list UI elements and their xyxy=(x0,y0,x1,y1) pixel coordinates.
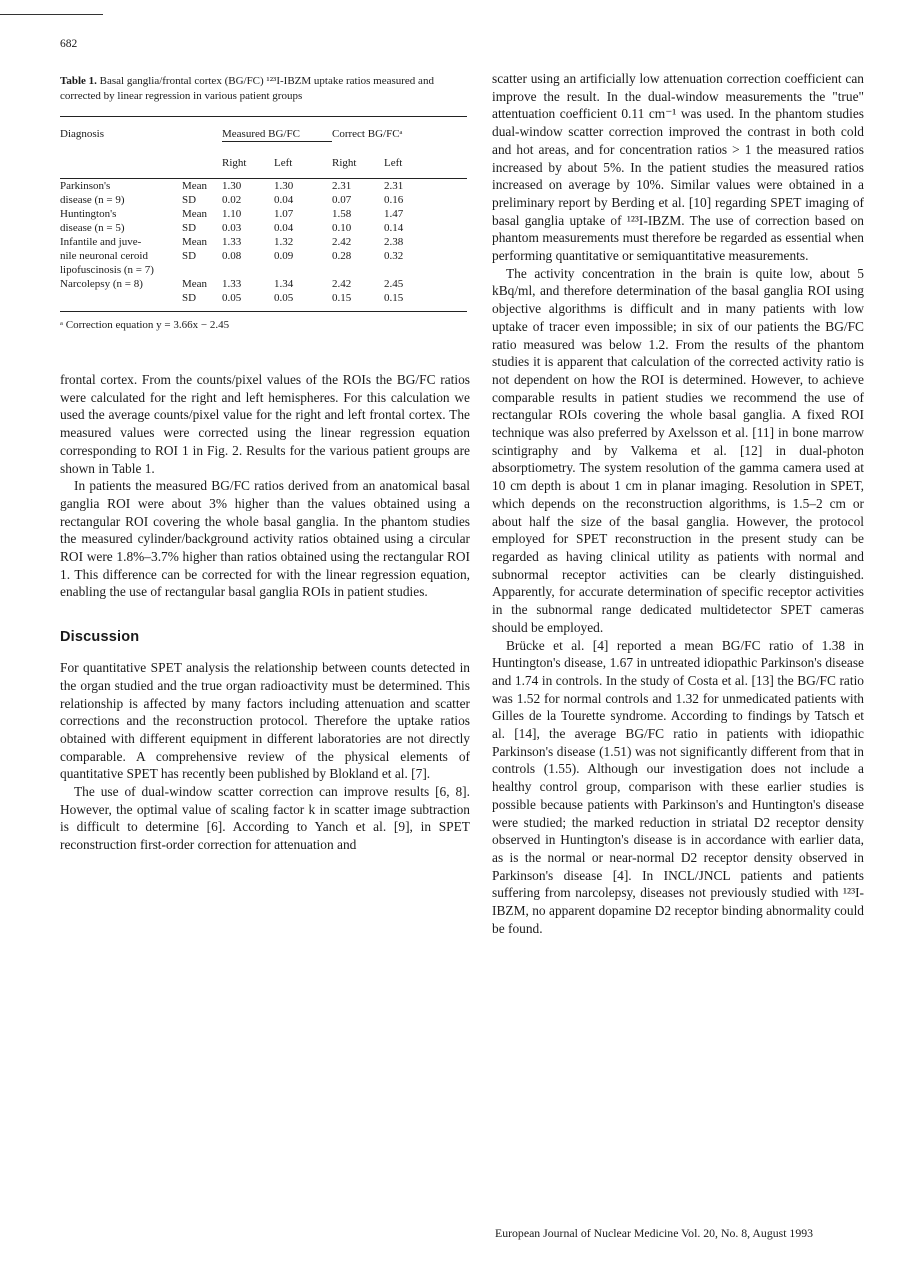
table-body xyxy=(60,179,467,306)
journal-footer: European Journal of Nuclear Medicine Vol. 20, No. 8, August 1993 xyxy=(495,1226,814,1240)
header-measured: Measured BG/FC xyxy=(222,128,300,140)
stat-label-cell: SD xyxy=(182,250,197,262)
diagnosis-cell xyxy=(60,291,182,305)
value-cell: 0.05 xyxy=(274,292,294,304)
diagnosis-cell: lipofuscinosis (n = 7) xyxy=(60,264,154,276)
stat-label-cell: Mean xyxy=(182,180,208,192)
value-cell: 0.28 xyxy=(332,250,352,262)
table-caption xyxy=(60,74,470,104)
stat-label-cell: Mean xyxy=(182,278,208,290)
table-row xyxy=(60,179,467,194)
value-cell: 1.32 xyxy=(274,236,294,248)
page-number: 682 xyxy=(60,38,78,50)
table-row xyxy=(60,291,467,305)
diagnosis-cell: Huntington's xyxy=(60,208,117,220)
value-cell: 2.45 xyxy=(384,278,404,290)
value-cell: 0.05 xyxy=(222,292,242,304)
value-cell: 2.42 xyxy=(332,278,352,290)
value-cell: 0.15 xyxy=(332,292,352,304)
results-table xyxy=(60,116,467,305)
header-rule xyxy=(0,14,103,15)
left-column xyxy=(60,70,470,854)
discussion-heading: Discussion xyxy=(60,629,140,646)
stat-label-cell: SD xyxy=(182,222,197,234)
value-cell: 0.32 xyxy=(384,250,404,262)
diagnosis-cell: Narcolepsy (n = 8) xyxy=(60,278,143,290)
header-measured-right: Right xyxy=(222,142,274,179)
value-cell: 1.30 xyxy=(222,180,242,192)
header-measured-left: Left xyxy=(274,142,332,179)
value-cell: 0.10 xyxy=(332,222,352,234)
table-caption-text: Basal ganglia/frontal cortex (BG/FC) ¹²³I-IBZM uptake ratios measured and corrected by linear regression in various patient groups xyxy=(60,75,434,102)
header-corrected: Correct BG/FCᵃ xyxy=(332,128,403,140)
empty-cell xyxy=(274,263,332,277)
header-corrected-left: Left xyxy=(384,156,403,169)
value-cell: 2.42 xyxy=(332,236,352,248)
value-cell: 1.47 xyxy=(384,208,404,220)
header-corrected-right: Right xyxy=(332,156,357,169)
empty-cell xyxy=(384,263,467,277)
table-row xyxy=(60,263,467,277)
value-cell: 0.07 xyxy=(332,194,352,206)
value-cell: 2.38 xyxy=(384,236,404,248)
table-row xyxy=(60,277,467,291)
value-cell: 0.08 xyxy=(222,250,242,262)
empty-cell xyxy=(182,263,222,277)
value-cell: 0.16 xyxy=(384,194,404,206)
diagnosis-cell: disease (n = 5) xyxy=(60,222,125,234)
value-cell: 0.04 xyxy=(274,222,294,234)
value-cell: 0.02 xyxy=(222,194,242,206)
value-cell: 1.30 xyxy=(274,180,294,192)
discussion-paragraph-3: scatter using an artificially low attenuation correction coefficient can improve the result. In the dual-window measurements the "true" attentuation coefficient 0.11 cm⁻¹ was used. In the phantom studies dual-window scatter correction improved the contrast in both cold and hot areas, and for concentration ratios > 1 the measured ratios increased by about 5%. In the patient studies the measured ratios increased on average by 10%. Similar values were obtained in a preliminary report by Berding et al. [10] regarding SPET imaging of basal ganglia uptake of ¹²³I-IBZM. The use of correction based on phantom measurements must therefore be regarded as essential when performing quantitative or semiquantitative measurements. xyxy=(492,71,864,264)
results-paragraph-1: frontal cortex. From the counts/pixel values of the ROIs the BG/FC ratios were calculated for the right and left hemispheres. For this calculation we used the average counts/pixel value for the right and left frontal cortex. The measured values were corrected using the linear regression equation corresponding to ROI 1 in Fig. 2. Results for the various patient groups are shown in Table 1. xyxy=(60,372,470,476)
value-cell: 1.33 xyxy=(222,236,242,248)
stat-label-cell: Mean xyxy=(182,236,208,248)
value-cell: 1.58 xyxy=(332,208,352,220)
stat-label-cell: SD xyxy=(182,194,197,206)
results-paragraph-2: In patients the measured BG/FC ratios derived from an anatomical basal ganglia ROI were about 3% higher than the values obtained using a rectangular ROI covering the whole basal ganglia. In the phantom studies the measured cylinder/background activity ratios obtained using a circular ROI were 1.8%–3.7% higher than ratios obtained using the rectangular ROI 1. This difference can be corrected for with the linear regression equation, enabling the use of rectangular basal ganglia ROIs in patient studies. xyxy=(60,478,470,600)
value-cell: 0.03 xyxy=(222,222,242,234)
value-cell: 0.09 xyxy=(274,250,294,262)
discussion-paragraph-5: Brücke et al. [4] reported a mean BG/FC ratio of 1.38 in Huntington's disease, 1.67 in untreated idiopathic Parkinson's disease and 1.74 in controls. In the study of Costa et al. [13] the BG/FC ratio was 1.52 for normal controls and 1.32 for unmedicated patients with Gilles de la Tourette syndrome. According to findings by Tatsch et al. [14], the average BG/FC ratio in patients with idiopathic Parkinson's disease (1.51) was not significantly different from that in controls (1.55). Although our investigation does not include a healthy control group, comparison with these earlier studies is possible because patients with Parkinson's and Huntington's disease were studied; the marked reduction in striatal D2 receptor density observed in Huntington's disease is in accordance with earlier data, as is the normal or near-normal D2 receptor density observed in Parkinson's disease [4]. In INCL/JNCL patients and patients suffering from narcolepsy, diseases not previously studied with ¹²³I-IBZM, no apparent dopamine D2 receptor binding abnormality could be found. xyxy=(492,637,864,936)
stat-label-cell: SD xyxy=(182,292,197,304)
table-footnote: ᵃ Correction equation y = 3.66x − 2.45 xyxy=(60,319,230,331)
header-diagnosis: Diagnosis xyxy=(60,128,104,140)
table-caption-label: Table 1. xyxy=(60,75,97,87)
value-cell: 1.33 xyxy=(222,278,242,290)
table-row xyxy=(60,207,467,221)
value-cell: 1.34 xyxy=(274,278,294,290)
diagnosis-cell: disease (n = 9) xyxy=(60,194,125,206)
value-cell: 2.31 xyxy=(384,180,404,192)
value-cell: 0.15 xyxy=(384,292,404,304)
value-cell: 1.10 xyxy=(222,208,242,220)
stat-label-cell: Mean xyxy=(182,208,208,220)
value-cell: 0.04 xyxy=(274,194,294,206)
table-row xyxy=(60,221,467,235)
discussion-paragraph-2: The use of dual-window scatter correction can improve results [6, 8]. However, the optimal value of scaling factor k in scatter image subtraction is difficult to determine [6]. According to Yanch et al. [9], in SPET reconstruction first-order correction for attenuation and xyxy=(60,784,470,853)
value-cell: 2.31 xyxy=(332,180,352,192)
right-column xyxy=(492,70,864,937)
empty-cell xyxy=(222,263,274,277)
value-cell: 1.07 xyxy=(274,208,294,220)
discussion-paragraph-4: The activity concentration in the brain is quite low, about 5 kBq/ml, and therefore determination of the basal ganglia ROI using objective algorithms is difficult and in many patients with low uptake of tracer even impossible; in six of our patients the BG/FC ratio measured was below 1.2. From the results of the phantom studies it is apparent that calculation of the corrected activity ratio is not dependent on how the ROI is determined. However, to achieve comparable results in patient studies we recommend the use of rectangular ROIs covering the whole basal ganglia. A fixed ROI technique was also preferred by Axelsson et al. [11] in bone marrow scintigraphy and by Valkema et al. [12] in dual-photon absorptiometry. The system resolution of the gamma camera used at 10 cm depth is about 1 cm in planar imaging. Resolution in SPET, which depends on the reconstruction algorithms, is 1.5–2 cm or about half the size of the basal ganglia. However, the protocol employed for SPET reconstruction in the present study can be regarded as having clinical utility as patients with normal and subnormal receptor activities can be clearly distinguished. Apparently, for accurate determination of specific receptor activities in the subnormal range dedicated multidetector SPET cameras should be employed. xyxy=(492,265,864,635)
empty-cell xyxy=(332,263,384,277)
table-row xyxy=(60,193,467,207)
diagnosis-cell: Parkinson's xyxy=(60,180,111,192)
discussion-paragraph-1: For quantitative SPET analysis the relationship between counts detected in the organ studied and the true organ radioactivity must be determined. This relationship is affected by many factors including attenuation and scatter corrections and the reconstruction protocol. Therefore the uptake ratios obtained with different equipment in different laboratories are not directly comparable. A comprehensive review of the physical elements of quantitative SPET has recently been published by Blokland et al. [7]. xyxy=(60,660,470,782)
diagnosis-cell: nile neuronal ceroid xyxy=(60,250,148,262)
value-cell: 0.14 xyxy=(384,222,404,234)
diagnosis-cell: Infantile and juve- xyxy=(60,236,142,248)
table-row xyxy=(60,249,467,263)
table-bottom-rule xyxy=(60,311,467,312)
table-row xyxy=(60,235,467,249)
